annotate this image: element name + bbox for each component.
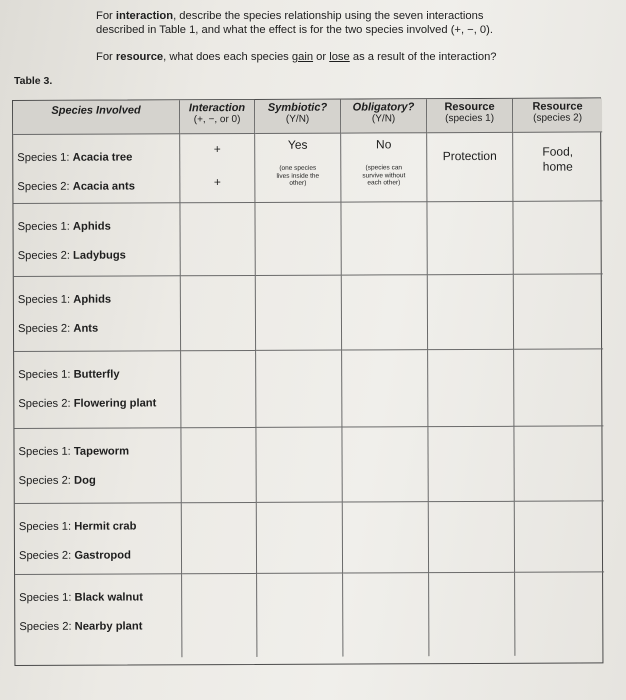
- species-2: Species 2: Ladybugs: [17, 249, 126, 262]
- resource-species2-cell[interactable]: [513, 201, 602, 274]
- species-2: Species 2: Flowering plant: [18, 397, 157, 410]
- species-2: Species 2: Nearby plant: [19, 620, 143, 633]
- table-caption: Table 3.: [14, 75, 53, 87]
- obligatory-cell[interactable]: [343, 573, 429, 656]
- instruction-keyword-lose: lose: [329, 51, 350, 63]
- instruction-text: as a result of the interaction?: [349, 51, 497, 63]
- obligatory-answer: No: [375, 137, 392, 152]
- obligatory-cell[interactable]: [342, 427, 428, 502]
- resource-species1-cell[interactable]: [428, 275, 514, 350]
- instruction-keyword-resource: resource: [115, 51, 164, 63]
- resource-species1-cell[interactable]: [428, 427, 514, 502]
- symbiotic-cell[interactable]: [257, 503, 343, 574]
- interaction-species-2: +: [213, 175, 221, 190]
- interaction-cell[interactable]: [181, 351, 256, 428]
- species-table: [12, 97, 603, 666]
- instruction-resource: [96, 50, 497, 64]
- obligatory-note: (species can survive without each other): [362, 164, 406, 187]
- species-1: Species 1: Aphids: [17, 220, 111, 233]
- obligatory-cell[interactable]: [341, 202, 427, 275]
- instruction-interaction-line-2: described in Table 1, and what the effect is for the two species involved (+, −, 0).: [96, 24, 493, 36]
- instruction-keyword-interaction: interaction: [115, 10, 174, 22]
- resource-species2-cell[interactable]: [515, 572, 604, 655]
- header-obligatory: Obligatory? (Y/N): [341, 99, 427, 133]
- instruction-interaction-line-1: [96, 9, 483, 23]
- instruction-text: , describe the species relationship using the seven interactions: [173, 10, 484, 22]
- resource-species2-cell[interactable]: [515, 501, 604, 572]
- obligatory-cell[interactable]: [343, 502, 429, 573]
- table-row-species: [14, 428, 181, 504]
- header-resource-species1: Resource (species 1): [427, 99, 513, 133]
- interaction-cell[interactable]: [180, 203, 255, 276]
- instruction-keyword-gain: gain: [291, 51, 314, 63]
- resource-species1-cell[interactable]: [429, 573, 515, 656]
- header-interaction: Interaction (+, −, or 0): [180, 100, 255, 134]
- resource-species2-answer: Food, home: [542, 144, 574, 174]
- header-species: Species Involved: [13, 100, 180, 135]
- resource-species2-cell[interactable]: [514, 274, 603, 349]
- instruction-text: For: [96, 10, 116, 22]
- resource-species1-cell[interactable]: [428, 350, 514, 427]
- table-row-species: [13, 203, 180, 277]
- species-1: Species 1: Aphids: [17, 293, 112, 306]
- symbiotic-note: (one species lives inside the other): [276, 164, 320, 187]
- interaction-species-1: +: [213, 142, 221, 157]
- table-row-species: [14, 351, 181, 429]
- obligatory-cell[interactable]: [342, 350, 428, 427]
- species-2: Species 2: Ants: [17, 322, 99, 335]
- resource-species2-cell[interactable]: [514, 426, 603, 501]
- resource-species2-cell[interactable]: [513, 132, 602, 201]
- obligatory-cell[interactable]: [342, 275, 428, 350]
- symbiotic-cell[interactable]: [256, 276, 342, 351]
- resource-species2-cell[interactable]: [514, 349, 603, 426]
- species-1: Species 1: Black walnut: [19, 591, 143, 604]
- interaction-cell[interactable]: [181, 428, 256, 503]
- symbiotic-cell[interactable]: [256, 428, 342, 503]
- symbiotic-cell[interactable]: [256, 351, 342, 428]
- symbiotic-cell[interactable]: [255, 134, 341, 203]
- species-2: Species 2: Gastropod: [18, 549, 131, 562]
- table-row-species: [15, 503, 182, 575]
- species-2: Species 2: Dog: [18, 474, 96, 487]
- species-1: Species 1: Butterfly: [18, 368, 120, 381]
- species-2: Species 2: Acacia ants: [17, 180, 135, 193]
- table-row-species: [13, 134, 180, 204]
- interaction-cell[interactable]: [182, 503, 257, 574]
- interaction-cell[interactable]: [180, 134, 255, 203]
- instruction-text: or: [313, 51, 330, 63]
- species-1: Species 1: Acacia tree: [17, 151, 133, 164]
- header-symbiotic: Symbiotic? (Y/N): [255, 100, 341, 134]
- table-row-species: [15, 574, 182, 658]
- header-resource-species2: Resource (species 2): [513, 98, 602, 132]
- symbiotic-cell[interactable]: [255, 203, 341, 276]
- resource-species1-cell[interactable]: [429, 502, 515, 573]
- instruction-text: For: [96, 51, 116, 63]
- instruction-text: , what does each species: [163, 51, 292, 63]
- symbiotic-cell[interactable]: [257, 574, 343, 657]
- symbiotic-answer: Yes: [287, 137, 308, 152]
- resource-species1-cell[interactable]: [427, 133, 513, 202]
- resource-species1-answer: Protection: [442, 148, 497, 164]
- interaction-cell[interactable]: [182, 574, 257, 657]
- resource-species1-cell[interactable]: [427, 202, 513, 275]
- obligatory-cell[interactable]: [341, 133, 427, 202]
- species-1: Species 1: Tapeworm: [18, 445, 130, 458]
- interaction-cell[interactable]: [181, 276, 256, 351]
- species-1: Species 1: Hermit crab: [18, 520, 137, 533]
- table-row-species: [14, 276, 181, 352]
